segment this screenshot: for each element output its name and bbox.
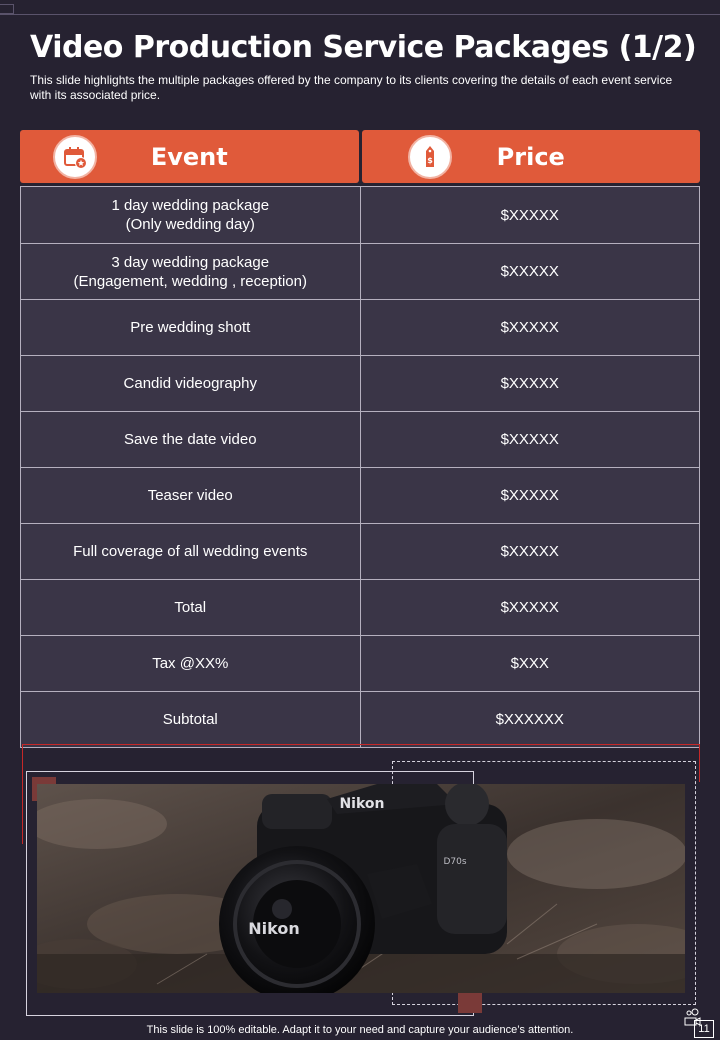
event-cell: Subtotal bbox=[162, 711, 218, 728]
header-price bbox=[362, 130, 701, 183]
event-cell: Full coverage of all wedding events bbox=[73, 543, 308, 560]
svg-text:$: $ bbox=[426, 156, 433, 165]
accent-line-top bbox=[22, 744, 700, 745]
accent-line-left bbox=[22, 744, 23, 844]
calendar-star-icon bbox=[53, 135, 97, 179]
event-cell: 1 day wedding package (Only wedding day) bbox=[111, 197, 270, 233]
table-row bbox=[21, 635, 699, 691]
page-subtitle: This slide highlights the multiple packages offered by the company to its clients covering the details of each event service with its associated price. bbox=[30, 73, 673, 102]
table-row bbox=[21, 243, 699, 299]
table-row bbox=[21, 467, 699, 523]
event-cell: Total bbox=[174, 599, 207, 616]
header-price-label: Price bbox=[496, 142, 565, 171]
footer-note: This slide is 100% editable. Adapt it to your need and capture your audience’s attention. bbox=[146, 1024, 574, 1036]
page-title: Video Production Service Packages (1/2) bbox=[30, 30, 697, 65]
corner-decoration bbox=[0, 4, 14, 14]
event-cell: Teaser video bbox=[147, 487, 233, 504]
table-body bbox=[20, 186, 700, 748]
top-divider bbox=[0, 14, 720, 15]
price-cell: $XXXXX bbox=[360, 244, 700, 299]
event-cell: Candid videography bbox=[123, 375, 257, 392]
event-cell: Save the date video bbox=[123, 431, 257, 448]
price-cell: $XXXXXX bbox=[360, 692, 700, 747]
price-cell: $XXXXX bbox=[360, 356, 700, 411]
table-row bbox=[21, 187, 699, 243]
accent-line-right bbox=[699, 744, 700, 782]
table-row bbox=[21, 691, 699, 747]
price-cell: $XXXXX bbox=[360, 580, 700, 635]
price-cell: $XXXXX bbox=[360, 468, 700, 523]
lens-brand-text: Nikon bbox=[248, 919, 300, 938]
price-cell: $XXXXX bbox=[360, 524, 700, 579]
model-text: D70s bbox=[443, 857, 467, 867]
packages-table bbox=[20, 130, 700, 748]
table-row bbox=[21, 355, 699, 411]
table-row bbox=[21, 579, 699, 635]
table-row bbox=[21, 299, 699, 355]
body-brand-text: Nikon bbox=[339, 796, 385, 812]
event-cell: 3 day wedding package (Engagement, wedding , reception) bbox=[73, 253, 307, 290]
table-header bbox=[20, 130, 700, 183]
header-event-label: Event bbox=[150, 142, 228, 171]
price-cell: $XXX bbox=[360, 636, 700, 691]
price-cell: $XXXXX bbox=[360, 300, 700, 355]
event-cell: Tax @XX% bbox=[152, 655, 229, 672]
table-row bbox=[21, 523, 699, 579]
price-cell: $XXXXX bbox=[360, 412, 700, 467]
page-number: 11 bbox=[694, 1020, 714, 1038]
table-row bbox=[21, 411, 699, 467]
camera-photo bbox=[37, 784, 685, 993]
price-cell: $XXXXX bbox=[360, 187, 700, 243]
price-tag-icon bbox=[408, 135, 452, 179]
header-event bbox=[20, 130, 359, 183]
photo-section bbox=[0, 740, 720, 1020]
event-cell: Pre wedding shott bbox=[130, 319, 251, 336]
